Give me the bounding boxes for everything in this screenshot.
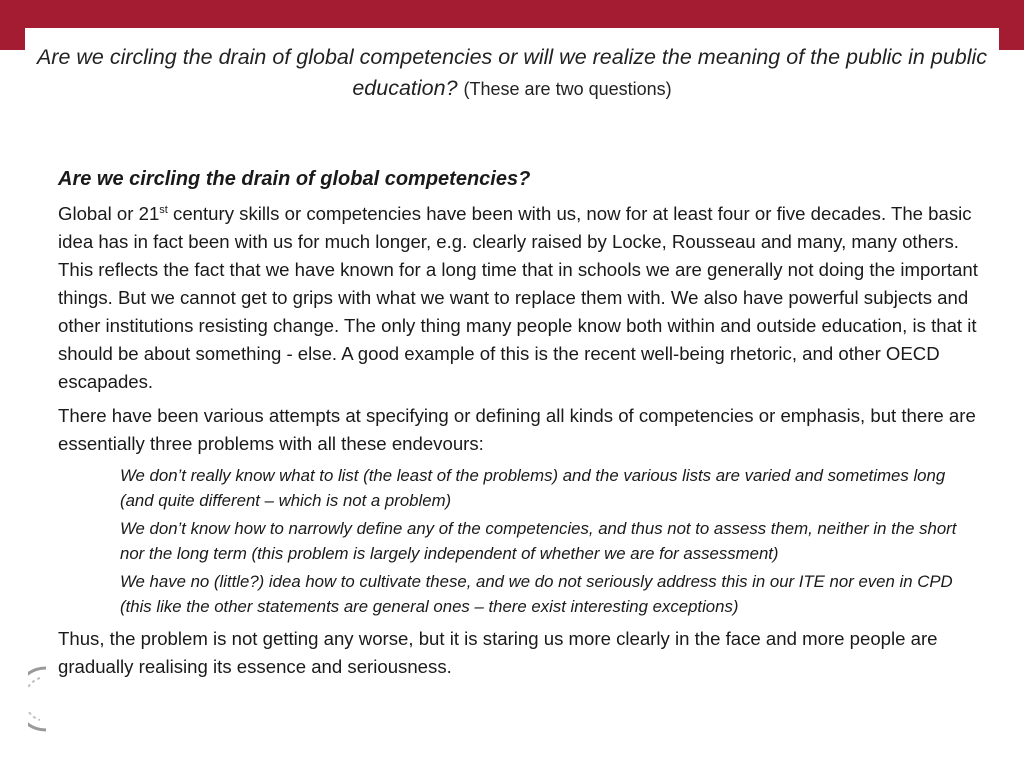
paragraph-1 — [58, 200, 978, 396]
university-seal-icon — [28, 664, 50, 734]
slide-body — [58, 164, 978, 687]
problem-list — [120, 464, 978, 619]
title-note: (These are two questions) — [463, 79, 672, 99]
slide-title — [20, 42, 1004, 105]
problem-item: We don’t really know what to list (the least of the problems) and the various lists are varied and sometimes long (and quite different – which is not a problem) — [120, 466, 946, 510]
problem-item: We don’t know how to narrowly define any of the competencies, and thus not to assess them, neither in the short nor the long term (this problem is largely independent of whether we are for assessment) — [120, 519, 957, 563]
title-main: Are we circling the drain of global competencies or will we realize the meaning of the public in public education? — [36, 45, 988, 100]
section-heading: Are we circling the drain of global competencies? — [58, 168, 531, 190]
problem-item: We have no (little?) idea how to cultivate these, and we do not seriously address this in our ITE nor even in CPD (this like the other statements are general ones – there exist interesting exceptions) — [120, 572, 953, 616]
paragraph-3: Thus, the problem is not getting any worse, but it is staring us more clearly in the face and more people are gradually realising its essence and seriousness. — [58, 628, 938, 677]
paragraph-2: There have been various attempts at specifying or defining all kinds of competencies or emphasis, but there are essentially three problems with all these endevours: — [58, 405, 976, 454]
paragraph-1-start: Global or 21 — [58, 203, 160, 224]
ordinal-superscript: st — [159, 203, 168, 216]
paragraph-1-rest: century skills or competencies have been with us, now for at least four or five decades. The basic idea has in fact been with us for much longer, e.g. clearly raised by Locke, Rousseau and many, many others. This reflects the fact that we have known for a long time that in schools we are generally not doing the important things. But we cannot get to grips with what we want to replace them with. We also have powerful subjects and other institutions resisting change. The only thing many people know both within and outside education, is that it should be about something - else. A good example of this is the recent well-being rhetoric, and other OECD escapades. — [58, 203, 978, 392]
